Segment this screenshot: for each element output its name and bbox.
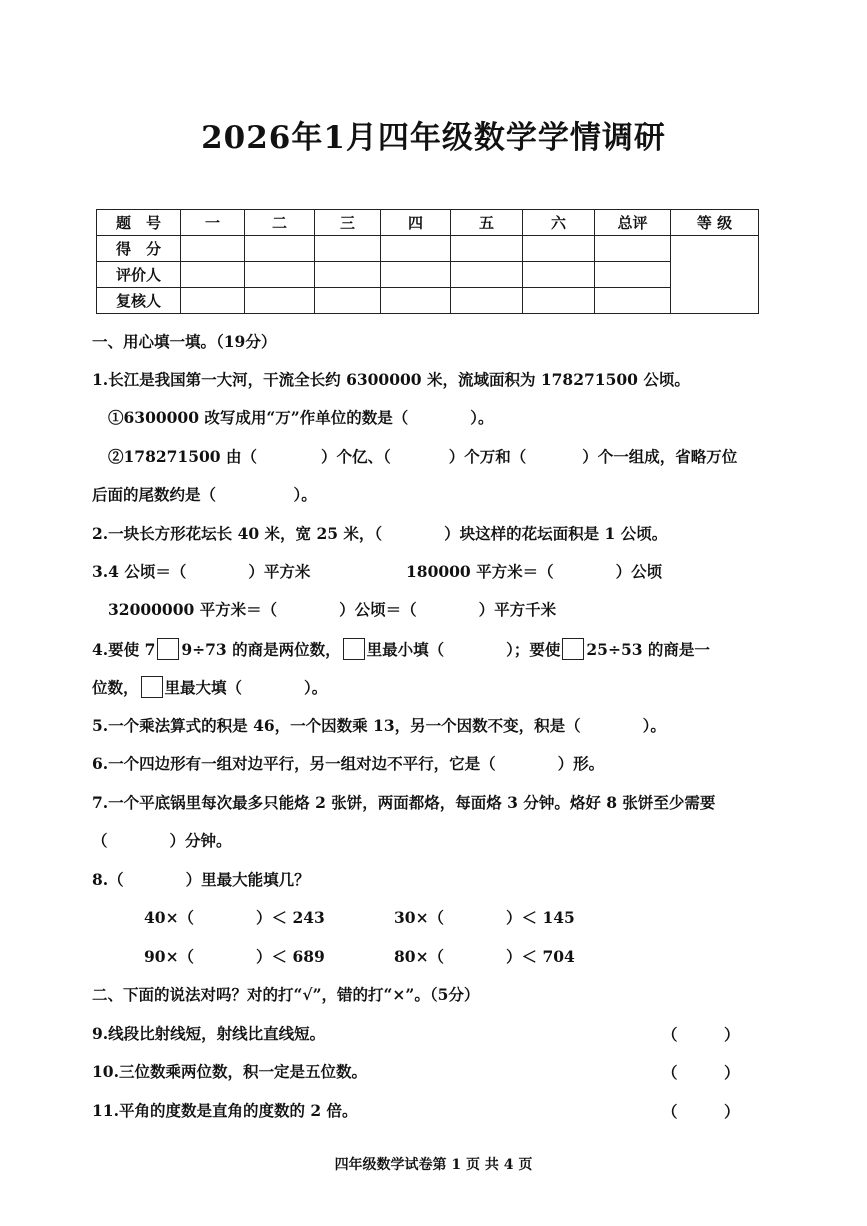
row-label: 复核人 bbox=[97, 288, 181, 314]
q4-line1 bbox=[92, 638, 710, 661]
q3-a: 3.4 公顷＝（ ）平方米 bbox=[92, 562, 311, 581]
header-cell: 五 bbox=[451, 210, 523, 236]
q4-text-b1: 位数， bbox=[92, 678, 139, 697]
answer-paren[interactable]: （ ） bbox=[662, 1025, 740, 1044]
q4-text-a2: 9÷73 的商是两位数， bbox=[181, 640, 341, 659]
header-cell: 一 bbox=[181, 210, 245, 236]
score-cell[interactable] bbox=[595, 262, 671, 288]
q1-part3: 后面的尾数约是（ ）。 bbox=[92, 485, 317, 504]
blank-box[interactable] bbox=[141, 676, 163, 698]
score-cell[interactable] bbox=[523, 236, 595, 262]
blank-box[interactable] bbox=[562, 638, 584, 660]
score-cell[interactable] bbox=[381, 236, 451, 262]
q7-line1: 7.一个平底锅里每次最多只能烙 2 张饼，两面都烙，每面烙 3 分钟。烙好 8 张饼至少需要 bbox=[92, 793, 716, 812]
score-cell[interactable] bbox=[181, 288, 245, 314]
score-cell[interactable] bbox=[451, 262, 523, 288]
exam-title: 2026年1月四年级数学学情调研 bbox=[201, 120, 666, 156]
answer-paren[interactable]: （ ） bbox=[662, 1102, 740, 1121]
q1-part2-c: ）个万和（ bbox=[448, 447, 527, 466]
q4-text-a3: 里最小填（ ）；要使 bbox=[366, 640, 561, 659]
score-cell[interactable] bbox=[315, 236, 381, 262]
reviewer-row bbox=[97, 262, 759, 288]
q4-text-a1: 4.要使 7 bbox=[92, 640, 156, 659]
header-cell: 题 号 bbox=[97, 210, 181, 236]
q8-item: 30×（ ）＜ 145 bbox=[394, 908, 575, 927]
score-cell[interactable] bbox=[245, 288, 315, 314]
row-label: 得 分 bbox=[97, 236, 181, 262]
q5: 5.一个乘法算式的积是 46，一个因数乘 13，另一个因数不变，积是（ ）。 bbox=[92, 716, 666, 735]
score-cell[interactable] bbox=[245, 262, 315, 288]
q8-stem: 8.（ ）里最大能填几？ bbox=[92, 870, 310, 889]
header-cell: 三 bbox=[315, 210, 381, 236]
answer-paren[interactable]: （ ） bbox=[662, 1063, 740, 1082]
blank-box[interactable] bbox=[343, 638, 365, 660]
score-cell[interactable] bbox=[181, 236, 245, 262]
score-cell[interactable] bbox=[451, 236, 523, 262]
header-cell: 四 bbox=[381, 210, 451, 236]
q4-text-b2: 里最大填（ ）。 bbox=[164, 678, 328, 697]
score-cell[interactable] bbox=[181, 262, 245, 288]
judge-item-9: 9.线段比射线短，射线比直线短。 bbox=[92, 1024, 326, 1043]
grade-cell[interactable] bbox=[671, 236, 759, 314]
score-table-header-row bbox=[97, 210, 759, 236]
score-cell[interactable] bbox=[523, 262, 595, 288]
q1-part2-a: ②178271500 由（ bbox=[108, 447, 257, 466]
section1-heading: 一、用心填一填。（19分） bbox=[92, 332, 277, 351]
q3-c: 32000000 平方米＝（ ）公顷＝（ ）平方千米 bbox=[108, 600, 557, 619]
header-cell: 二 bbox=[245, 210, 315, 236]
score-cell[interactable] bbox=[595, 288, 671, 314]
judge-item-11: 11.平角的度数是直角的度数的 2 倍。 bbox=[92, 1101, 358, 1120]
header-cell: 六 bbox=[523, 210, 595, 236]
score-cell[interactable] bbox=[315, 288, 381, 314]
score-cell[interactable] bbox=[595, 236, 671, 262]
q8-item: 80×（ ）＜ 704 bbox=[394, 947, 575, 966]
q1-stem: 1.长江是我国第一大河，干流全长约 6300000 米，流域面积为 178271500 公顷。 bbox=[92, 370, 690, 389]
score-table bbox=[96, 209, 759, 314]
q8-item: 40×（ ）＜ 243 bbox=[144, 908, 325, 927]
judge-item-10: 10.三位数乘两位数，积一定是五位数。 bbox=[92, 1062, 367, 1081]
page-footer: 四年级数学试卷第 1 页 共 4 页 bbox=[334, 1157, 533, 1173]
q1-part2-b: ）个亿、（ bbox=[320, 447, 391, 466]
score-cell[interactable] bbox=[451, 288, 523, 314]
q4-text-a4: 25÷53 的商是一 bbox=[586, 640, 710, 659]
checker-row bbox=[97, 288, 759, 314]
q1-part1: ①6300000 改写成用“万”作单位的数是（ ）。 bbox=[108, 408, 494, 427]
header-cell: 总评 bbox=[595, 210, 671, 236]
score-cell[interactable] bbox=[523, 288, 595, 314]
row-label: 评价人 bbox=[97, 262, 181, 288]
q8-item: 90×（ ）＜ 689 bbox=[144, 947, 325, 966]
q1-part2-d: ）个一组成，省略万位 bbox=[582, 447, 738, 466]
q2: 2.一块长方形花坛长 40 米，宽 25 米，（ ）块这样的花坛面积是 1 公顷。 bbox=[92, 524, 668, 543]
q4-line2 bbox=[92, 676, 327, 699]
score-row bbox=[97, 236, 759, 262]
blank-box[interactable] bbox=[157, 638, 179, 660]
q1-part2 bbox=[108, 446, 737, 468]
score-cell[interactable] bbox=[381, 288, 451, 314]
q6: 6.一个四边形有一组对边平行，另一组对边不平行，它是（ ）形。 bbox=[92, 754, 605, 773]
section2-heading: 二、下面的说法对吗？对的打“√”，错的打“×”。（5分） bbox=[92, 985, 480, 1004]
q3-b: 180000 平方米＝（ ）公顷 bbox=[406, 562, 663, 581]
header-cell: 等 级 bbox=[671, 210, 759, 236]
q7-line2: （ ）分钟。 bbox=[92, 831, 232, 850]
score-cell[interactable] bbox=[315, 262, 381, 288]
score-cell[interactable] bbox=[381, 262, 451, 288]
score-cell[interactable] bbox=[245, 236, 315, 262]
